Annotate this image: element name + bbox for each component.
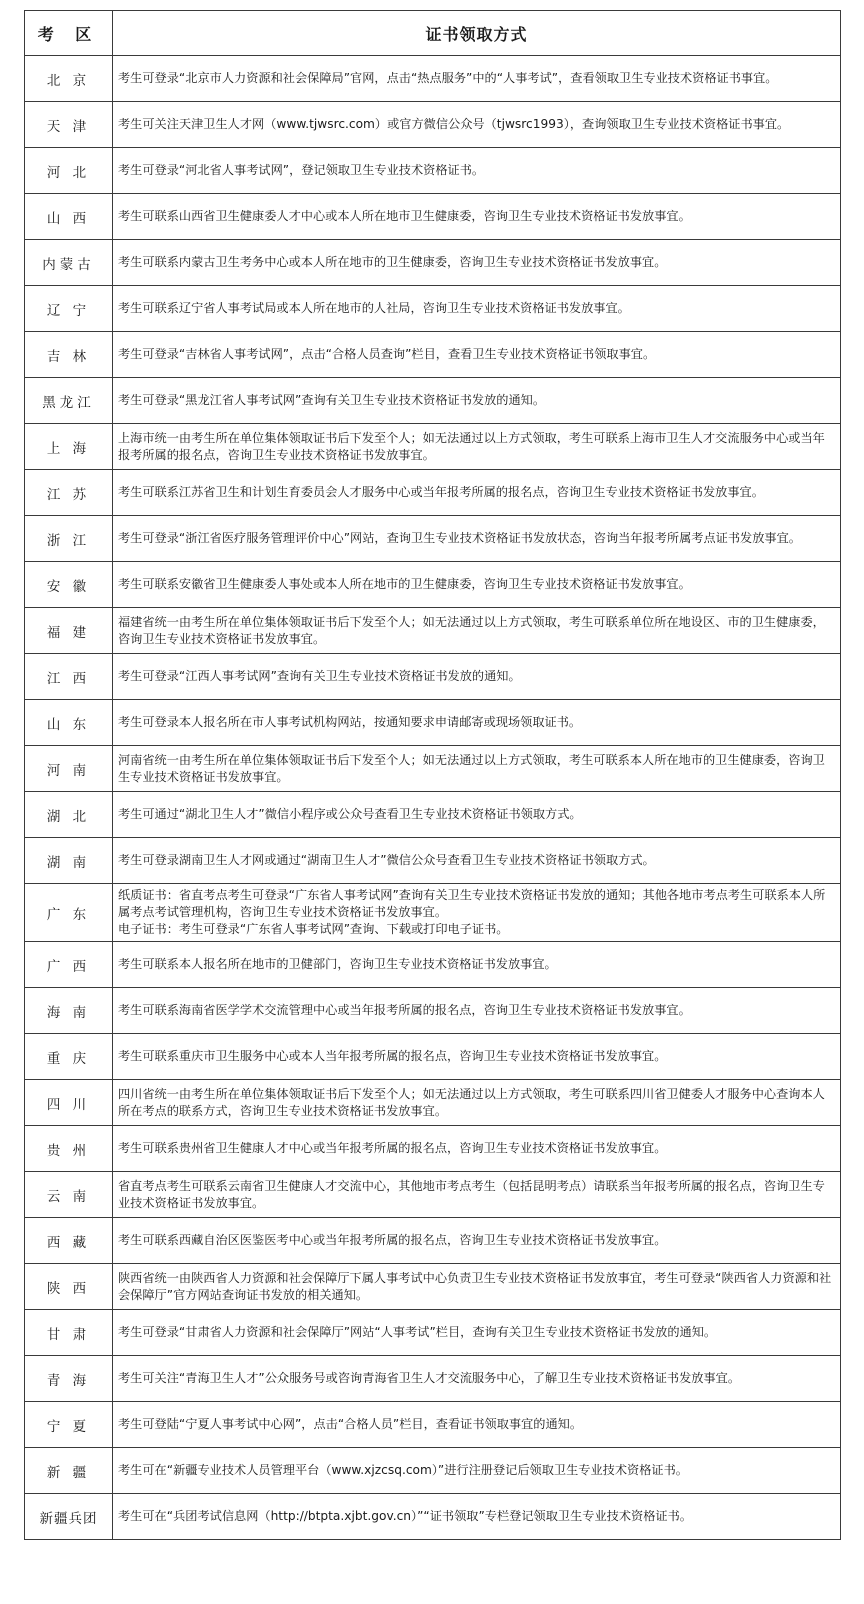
method-cell [113,1264,841,1310]
region-cell: 贵 州 [25,1126,113,1172]
region-cell: 山 西 [25,194,113,240]
method-text: 考生可联系江苏省卫生和计划生育委员会人才服务中心或当年报考所属的报名点，咨询卫生专业技术资格证书发放事宜。 [118,485,764,499]
method-text: 考生可登录“吉林省人事考试网”，点击“合格人员查询”栏目，查看卫生专业技术资格证书领取事宜。 [118,347,656,361]
method-text: 考生可关注天津卫生人才网（www.tjwsrc.com）或官方微信公众号（tjwsrc1993），查询领取卫生专业技术资格证书事宜。 [118,117,790,131]
table-row [25,608,841,654]
table-row [25,148,841,194]
region-cell: 重 庆 [25,1034,113,1080]
table-row [25,1034,841,1080]
table-row [25,56,841,102]
table-row [25,378,841,424]
table-row [25,700,841,746]
method-text: 上海市统一由考生所在单位集体领取证书后下发至个人；如无法通过以上方式领取，考生可联系上海市卫生人才交流服务中心或当年报考所属的报名点，咨询卫生专业技术资格证书发放事宜。 [118,430,825,462]
method-cell [113,700,841,746]
method-text: 考生可联系山西省卫生健康委人才中心或本人所在地市卫生健康委，咨询卫生专业技术资格证书发放事宜。 [118,209,691,223]
method-text: 考生可联系本人报名所在地市的卫健部门，咨询卫生专业技术资格证书发放事宜。 [118,957,557,971]
table-row [25,562,841,608]
region-cell: 云 南 [25,1172,113,1218]
method-text: 考生可登录“黑龙江省人事考试网”查询有关卫生专业技术资格证书发放的通知。 [118,393,546,407]
region-cell: 吉 林 [25,332,113,378]
table-row [25,1494,841,1540]
method-text: 考生可联系辽宁省人事考试局或本人所在地市的人社局，咨询卫生专业技术资格证书发放事宜。 [118,301,630,315]
table-row [25,1448,841,1494]
table-row [25,516,841,562]
method-cell [113,1080,841,1126]
region-cell: 安 徽 [25,562,113,608]
table-row [25,194,841,240]
table-body [25,56,841,1540]
method-text: 考生可联系贵州省卫生健康人才中心或当年报考所属的报名点，咨询卫生专业技术资格证书发放事宜。 [118,1141,667,1155]
table-row [25,1172,841,1218]
method-text: 考生可登录“河北省人事考试网”，登记领取卫生专业技术资格证书。 [118,163,485,177]
method-text: 考生可联系重庆市卫生服务中心或本人当年报考所属的报名点，咨询卫生专业技术资格证书发放事宜。 [118,1049,667,1063]
table-row [25,1310,841,1356]
method-text: 陕西省统一由陕西省人力资源和社会保障厅下属人事考试中心负责卫生专业技术资格证书发放事宜，考生可登录“陕西省人力资源和社会保障厅”官方网站查询证书发放的相关通知。 [118,1270,832,1302]
region-cell: 四 川 [25,1080,113,1126]
region-cell: 宁 夏 [25,1402,113,1448]
method-text: 考生可联系西藏自治区医鉴医考中心或当年报考所属的报名点，咨询卫生专业技术资格证书发放事宜。 [118,1233,667,1247]
method-cell [113,1494,841,1540]
method-text: 考生可联系安徽省卫生健康委人事处或本人所在地市的卫生健康委，咨询卫生专业技术资格证书发放事宜。 [118,577,691,591]
method-cell [113,562,841,608]
region-cell: 山 东 [25,700,113,746]
certificate-collection-table [24,10,841,1540]
method-cell [113,1172,841,1218]
region-cell: 湖 北 [25,792,113,838]
region-cell: 陕 西 [25,1264,113,1310]
table-row [25,1402,841,1448]
region-cell: 江 西 [25,654,113,700]
region-cell: 新疆兵团 [25,1494,113,1540]
method-text: 省直考点考生可联系云南省卫生健康人才交流中心，其他地市考点考生（包括昆明考点）请联系当年报考所属的报名点，咨询卫生专业技术资格证书发放事宜。 [118,1178,825,1210]
region-cell: 上 海 [25,424,113,470]
table-row [25,1356,841,1402]
method-cell [113,424,841,470]
method-text: 考生可联系海南省医学学术交流管理中心或当年报考所属的报名点，咨询卫生专业技术资格证书发放事宜。 [118,1003,691,1017]
method-text: 考生可通过“湖北卫生人才”微信小程序或公众号查看卫生专业技术资格证书领取方式。 [118,807,582,821]
method-cell [113,654,841,700]
method-cell [113,194,841,240]
region-cell: 广 西 [25,942,113,988]
method-text: 考生可登录“江西人事考试网”查询有关卫生专业技术资格证书发放的通知。 [118,669,521,683]
method-cell [113,1356,841,1402]
method-cell [113,942,841,988]
table-row [25,286,841,332]
method-cell [113,332,841,378]
method-text: 考生可登录“北京市人力资源和社会保障局”官网，点击“热点服务”中的“人事考试”，查看领取卫生专业技术资格证书事宜。 [118,71,778,85]
method-cell [113,470,841,516]
table-row [25,1218,841,1264]
method-text: 考生可登陆“宁夏人事考试中心网”，点击“合格人员”栏目，查看证书领取事宜的通知。 [118,1417,583,1431]
region-cell: 新 疆 [25,1448,113,1494]
table-row [25,988,841,1034]
table-header-row [25,11,841,56]
region-cell: 天 津 [25,102,113,148]
table-row [25,1080,841,1126]
method-text: 考生可关注“青海卫生人才”公众服务号或咨询青海省卫生人才交流服务中心，了解卫生专业技术资格证书发放事宜。 [118,1371,741,1385]
method-cell [113,884,841,942]
method-text: 考生可在“兵团考试信息网（http://btpta.xjbt.gov.cn）”“证书领取”专栏登记领取卫生专业技术资格证书。 [118,1509,692,1523]
method-cell [113,1448,841,1494]
method-text: 纸质证书：省直考点考生可登录“广东省人事考试网”查询有关卫生专业技术资格证书发放的通知；其他各地市考点考生可联系本人所属考点考试管理机构，咨询卫生专业技术资格证书发放事宜。 [118,888,826,919]
method-cell [113,1218,841,1264]
method-cell [113,988,841,1034]
method-cell [113,608,841,654]
method-column-header: 证书领取方式 [113,11,841,56]
method-cell [113,286,841,332]
method-cell [113,1310,841,1356]
method-text: 考生可登录“浙江省医疗服务管理评价中心”网站，查询卫生专业技术资格证书发放状态，咨询当年报考所属考点证书发放事宜。 [118,531,801,545]
table-row [25,424,841,470]
method-cell [113,746,841,792]
region-cell: 内蒙古 [25,240,113,286]
region-cell: 黑龙江 [25,378,113,424]
table-row [25,884,841,942]
method-cell [113,1034,841,1080]
certificate-table-container [24,10,840,1540]
table-row [25,838,841,884]
region-cell: 湖 南 [25,838,113,884]
table-row [25,470,841,516]
region-cell: 河 北 [25,148,113,194]
table-row [25,240,841,286]
region-cell: 浙 江 [25,516,113,562]
region-column-header: 考 区 [25,11,113,56]
method-cell [113,516,841,562]
method-text: 电子证书：考生可登录“广东省人事考试网”查询、下载或打印电子证书。 [118,922,509,936]
region-cell: 海 南 [25,988,113,1034]
method-cell [113,838,841,884]
region-cell: 北 京 [25,56,113,102]
table-row [25,1126,841,1172]
method-text: 考生可登录“甘肃省人力资源和社会保障厅”网站“人事考试”栏目，查询有关卫生专业技术资格证书发放的通知。 [118,1325,717,1339]
method-text: 福建省统一由考生所在单位集体领取证书后下发至个人；如无法通过以上方式领取，考生可联系单位所在地设区、市的卫生健康委，咨询卫生专业技术资格证书发放事宜。 [118,614,825,646]
table-row [25,654,841,700]
method-cell [113,1402,841,1448]
method-cell [113,378,841,424]
method-text: 考生可登录湖南卫生人才网或通过“湖南卫生人才”微信公众号查看卫生专业技术资格证书领取方式。 [118,853,655,867]
region-cell: 辽 宁 [25,286,113,332]
region-cell: 青 海 [25,1356,113,1402]
region-cell: 福 建 [25,608,113,654]
table-row [25,942,841,988]
method-text: 四川省统一由考生所在单位集体领取证书后下发至个人；如无法通过以上方式领取，考生可联系四川省卫健委人才服务中心查询本人所在考点的联系方式，咨询卫生专业技术资格证书发放事宜。 [118,1086,825,1118]
method-text: 考生可联系内蒙古卫生考务中心或本人所在地市的卫生健康委，咨询卫生专业技术资格证书发放事宜。 [118,255,667,269]
table-row [25,1264,841,1310]
method-text: 考生可登录本人报名所在市人事考试机构网站，按通知要求申请邮寄或现场领取证书。 [118,715,582,729]
region-cell: 西 藏 [25,1218,113,1264]
method-text: 考生可在“新疆专业技术人员管理平台（www.xjzcsq.com）”进行注册登记后领取卫生专业技术资格证书。 [118,1463,688,1477]
method-cell [113,1126,841,1172]
region-cell: 广 东 [25,884,113,942]
method-cell [113,148,841,194]
region-cell: 江 苏 [25,470,113,516]
method-cell [113,102,841,148]
method-cell [113,56,841,102]
table-row [25,332,841,378]
table-row [25,746,841,792]
method-text: 河南省统一由考生所在单位集体领取证书后下发至个人；如无法通过以上方式领取，考生可联系本人所在地市的卫生健康委，咨询卫生专业技术资格证书发放事宜。 [118,752,825,784]
region-cell: 甘 肃 [25,1310,113,1356]
method-cell [113,240,841,286]
region-cell: 河 南 [25,746,113,792]
table-row [25,792,841,838]
table-row [25,102,841,148]
method-cell [113,792,841,838]
